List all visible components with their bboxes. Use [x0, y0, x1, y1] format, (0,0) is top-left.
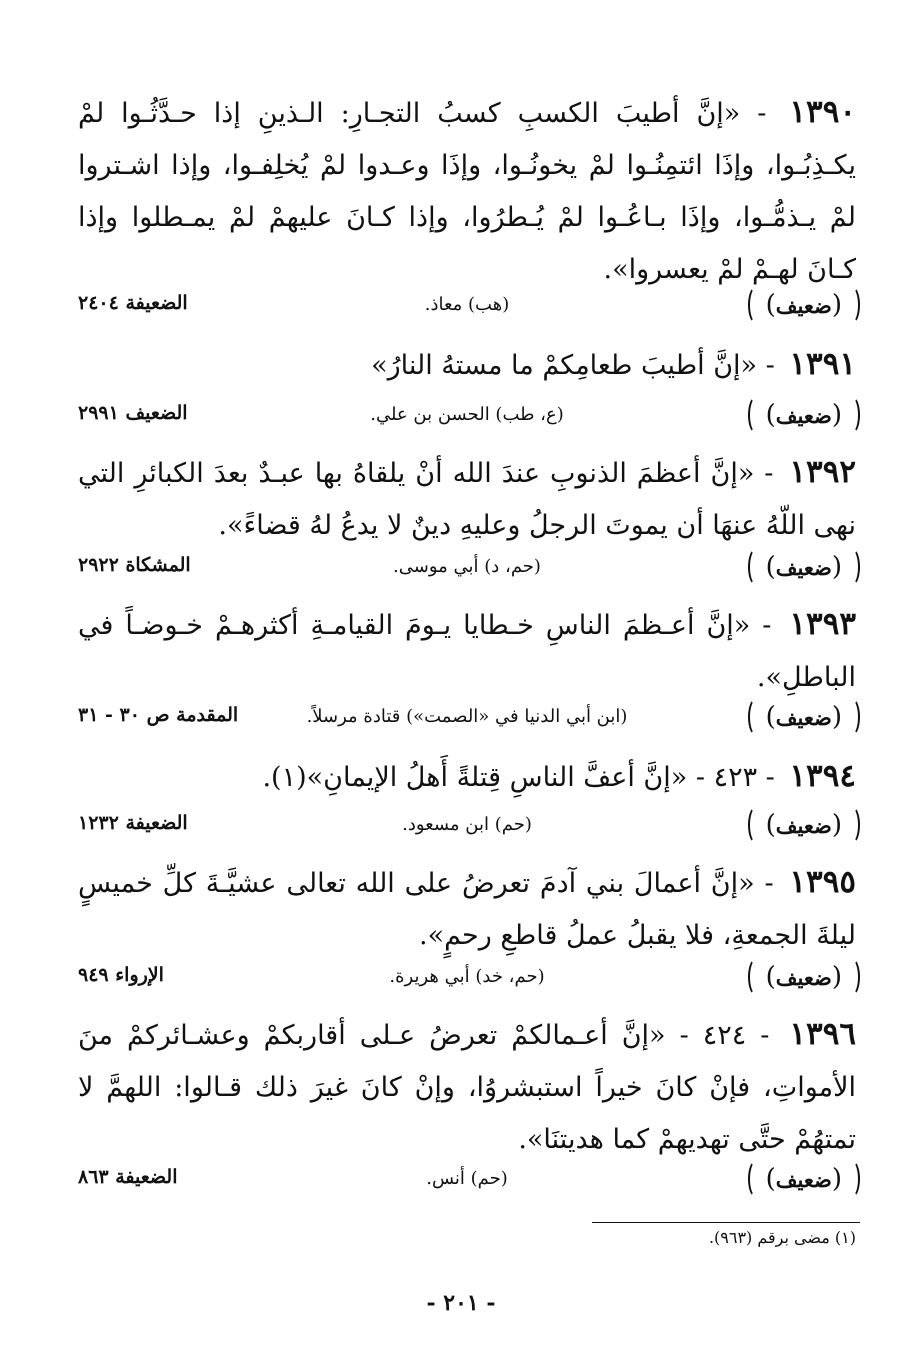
- hadith-number: ١٣٩١: [789, 346, 856, 382]
- hadith-text: - «إنَّ أعـظمَ الناسِ خـطايا يـومَ القيامـةِ أكثرهـمْ خـوضـاً في الباطلِ».: [78, 610, 856, 693]
- hadith-number: ١٣٩٦: [789, 1016, 856, 1052]
- reference: الضعيفة ١٢٣٢: [78, 812, 188, 834]
- source-line-1391: [78, 396, 856, 436]
- hadith-number: ١٣٩٣: [789, 606, 856, 642]
- footnote: (١) مضى برقم (٩٦٣).: [708, 1228, 856, 1247]
- source-line-1394: [78, 806, 856, 846]
- hadith-entry-1395: [78, 856, 856, 962]
- hadith-entry-1396: [78, 1008, 856, 1166]
- hadith-entry-1390: [78, 86, 856, 296]
- reference: الإرواء ٩٤٩: [78, 964, 164, 986]
- narrator: (حم) ابن مسعود.: [402, 814, 532, 835]
- source-line-1396: [78, 1160, 856, 1200]
- grade-badge: (ضعيف): [752, 700, 856, 734]
- hadith-number: ١٣٩٢: [789, 454, 856, 490]
- page-number: - ٢٠١ -: [426, 1290, 496, 1316]
- reference: الضعيف ٢٩٩١: [78, 402, 188, 424]
- hadith-entry-1392: [78, 446, 856, 552]
- hadith-number: ١٣٩٠: [789, 94, 856, 130]
- hadith-text: - «إنَّ أعظمَ الذنوبِ عندَ الله أنْ يلقاهُ بها عبـدٌ بعدَ الكبائرِ التي نهى اللّهُ عنهَا أن يموتَ الرجلُ وعليهِ دينٌ لا يدعُ لهُ قضاءً».: [78, 458, 856, 541]
- hadith-number: ١٣٩٤: [789, 758, 856, 794]
- source-line-1395: [78, 958, 856, 998]
- footnote-divider: [592, 1222, 860, 1223]
- source-line-1393: [78, 698, 856, 738]
- hadith-text: - «إنَّ أعمالَ بني آدمَ تعرضُ على الله تعالى عشيَّـةَ كلِّ خميسٍ ليلةَ الجمعةِ، فلا يقبلُ عملُ قاطعِ رحمٍ».: [78, 868, 856, 951]
- reference: الضعيفة ٨٦٣: [78, 1166, 178, 1188]
- narrator: (ابن أبي الدنيا في «الصمت») قتادة مرسلاً.: [306, 706, 628, 727]
- narrator: (حم، د) أبي موسى.: [393, 556, 541, 577]
- narrator: (ع، طب) الحسن بن علي.: [370, 404, 564, 425]
- grade-badge: (ضعيف): [752, 1162, 856, 1196]
- grade-badge: (ضعيف): [752, 398, 856, 432]
- hadith-number: ١٣٩٥: [789, 864, 856, 900]
- grade-badge: (ضعيف): [752, 960, 856, 994]
- hadith-text: - ٤٢٤ - «إنَّ أعـمالكمْ تعرضُ عـلى أقاربكمْ وعشـائركمْ منَ الأمواتِ، فإنْ كانَ خيراً استبشروُا، وإنْ كانَ غيرَ ذلك قـالوا: اللهمَّ لا تمتهُمْ حتَّى تهديهمْ كما هديتنَا».: [78, 1020, 856, 1155]
- hadith-text: - «إنَّ أطيبَ طعامِكمْ ما مستهُ النارُ»: [371, 350, 775, 381]
- hadith-entry-1393: [78, 598, 856, 704]
- source-line-1392: [78, 548, 856, 588]
- grade-badge: (ضعيف): [752, 550, 856, 584]
- narrator: (هب) معاذ.: [424, 294, 510, 315]
- narrator: (حم) أنس.: [426, 1168, 508, 1189]
- reference: الضعيفة ٢٤٠٤: [78, 292, 188, 314]
- grade-badge: (ضعيف): [752, 288, 856, 322]
- hadith-text: - ٤٢٣ - «إنَّ أعفَّ الناسِ قِتلةً أَهلُ الإيمانِ»(١).: [262, 762, 775, 793]
- reference: المشكاة ٢٩٢٢: [78, 554, 191, 576]
- narrator: (حم، خد) أبي هريرة.: [389, 966, 545, 987]
- reference: المقدمة ص ٣٠ - ٣١: [78, 704, 239, 726]
- source-line-1390: [78, 286, 856, 326]
- hadith-text: - «إنَّ أطيبَ الكسبِ كسبُ التجـارِ: الـذينِ إذا حـدَّثُـوا لمْ يكـذِبُـوا، وإذَا ائتمِنُـوا لمْ يخونُـوا، وإذَا وعـدوا لمْ يُخلِفـوا، وإذا اشـتروا لمْ يـذمُّـوا، وإذَا بـاعُـوا لمْ يُـطرُوا، وإذا كـانَ عليهمْ لمْ يمـطلوا وإذا كـانَ لهـمْ لمْ يعسروا».: [78, 98, 856, 285]
- hadith-entry-1394: [78, 750, 856, 804]
- hadith-entry-1391: [78, 338, 856, 392]
- grade-badge: (ضعيف): [752, 808, 856, 842]
